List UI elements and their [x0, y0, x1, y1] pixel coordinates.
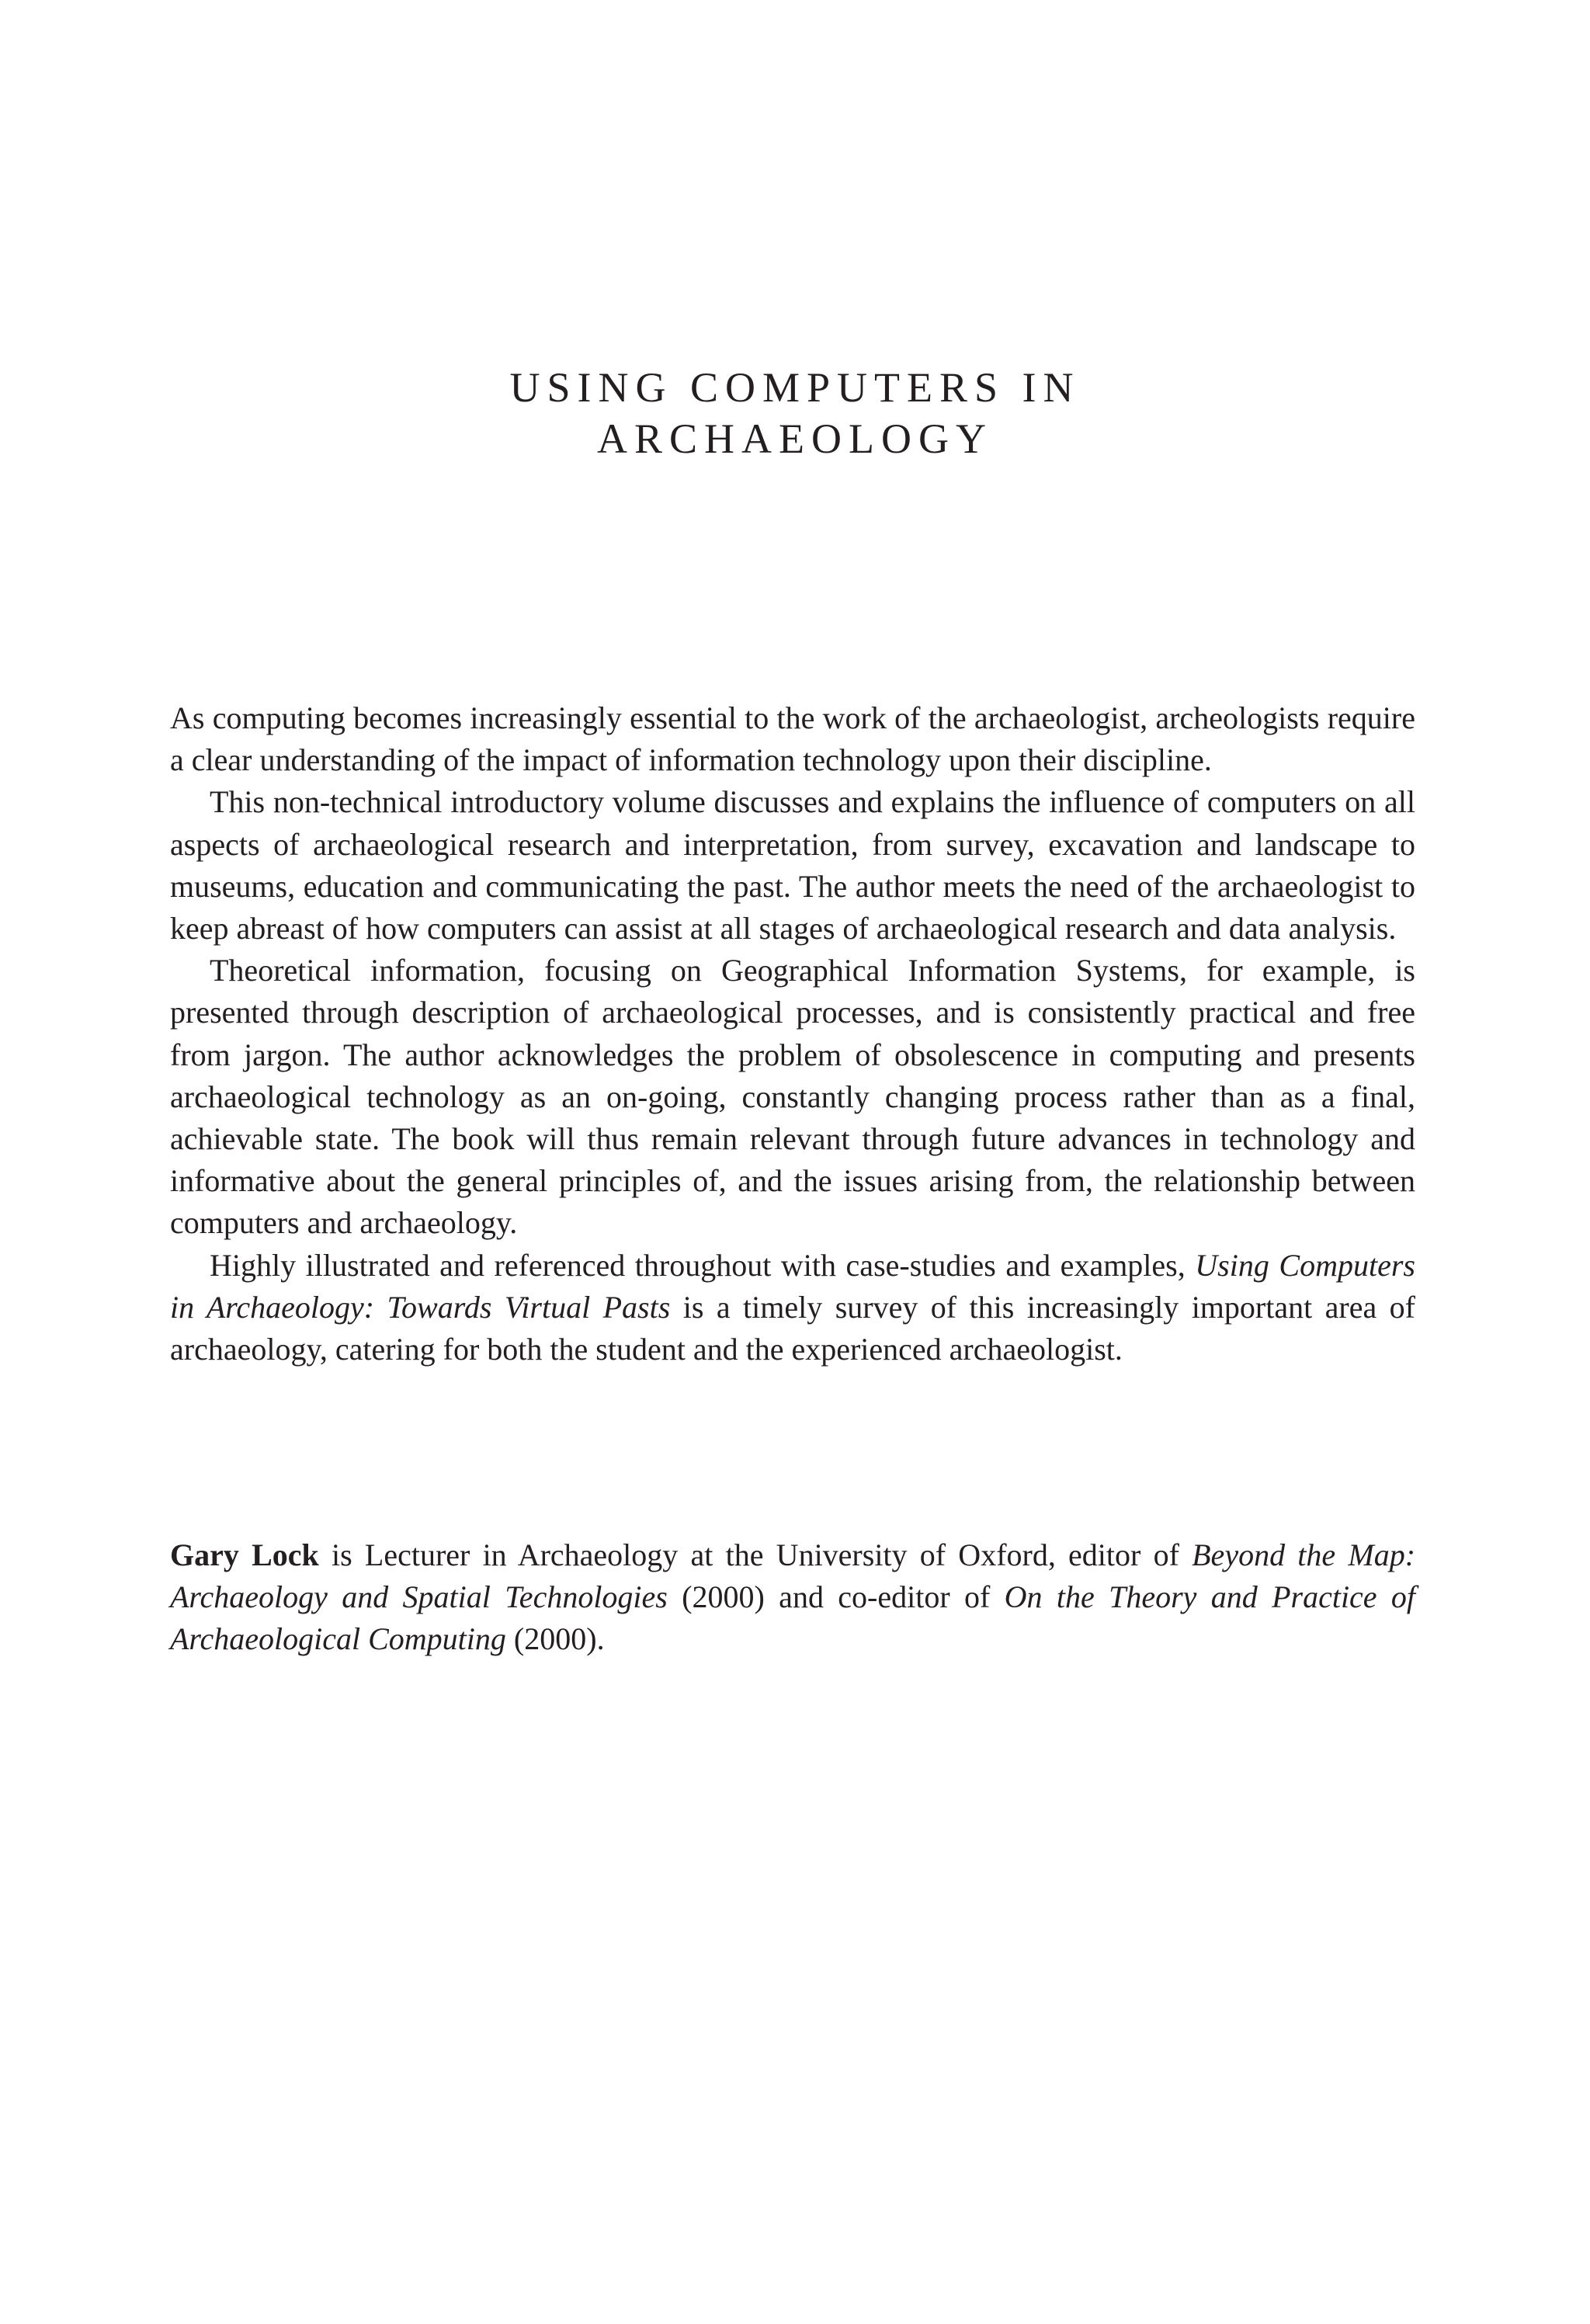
author-bio-text-1: is Lecturer in Archaeology at the University of Oxford, editor of [318, 1537, 1192, 1572]
book-title [0, 362, 1590, 464]
author-book-2: On the Theory and Practice of Archaeological Computing [170, 1579, 1416, 1657]
book-title-line-1: USING COMPUTERS IN [509, 364, 1081, 411]
paragraph-4-start: Highly illustrated and referenced throughout with case-studies and examples, [210, 1247, 1196, 1283]
description-paragraph-3: Theoretical information, focusing on Geographical Information Systems, for example, is presented through description of archaeological processes, and is consistently practical and free from jargon. The author acknowledges the problem of obsolescence in computing and presents archaeological technology as an on-going, constantly changing process rather than as a final, achievable state. The book will thus remain relevant through future advances in technology and informative about the general principles of, and the issues arising from, the relationship between computers and archaeology. [170, 953, 1415, 1241]
paragraph-4-end: is a timely survey of this increasingly important area of archaeology, catering for both the student and the experienced archaeologist. [170, 1289, 1415, 1367]
book-title-italic: Using Computers in Archaeology: Towards Virtual Pasts [170, 1247, 1415, 1325]
author-bio-year-1: (2000) and co-editor of [667, 1579, 1005, 1615]
book-description [170, 697, 1415, 1370]
book-title-line-2: ARCHAEOLOGY [597, 415, 993, 462]
author-book-1: Beyond the Map: Archaeology and Spatial Technologies [170, 1537, 1416, 1615]
author-bio [170, 1534, 1415, 1661]
author-bio-year-2: (2000). [505, 1621, 605, 1657]
description-paragraph-1: As computing becomes increasingly essential to the work of the archaeologist, archeologists require a clear understanding of the impact of information technology upon their discipline. [170, 700, 1415, 778]
description-paragraph-4 [170, 1245, 1415, 1371]
author-name: Gary Lock [170, 1537, 319, 1572]
description-paragraph-2: This non-technical introductory volume discusses and explains the influence of computers on all aspects of archaeological research and interpretation, from survey, excavation and landscape to museums, education and communicating the past. The author meets the need of the archaeologist to keep abreast of how computers can assist at all stages of archaeological research and data analysis. [170, 784, 1415, 947]
